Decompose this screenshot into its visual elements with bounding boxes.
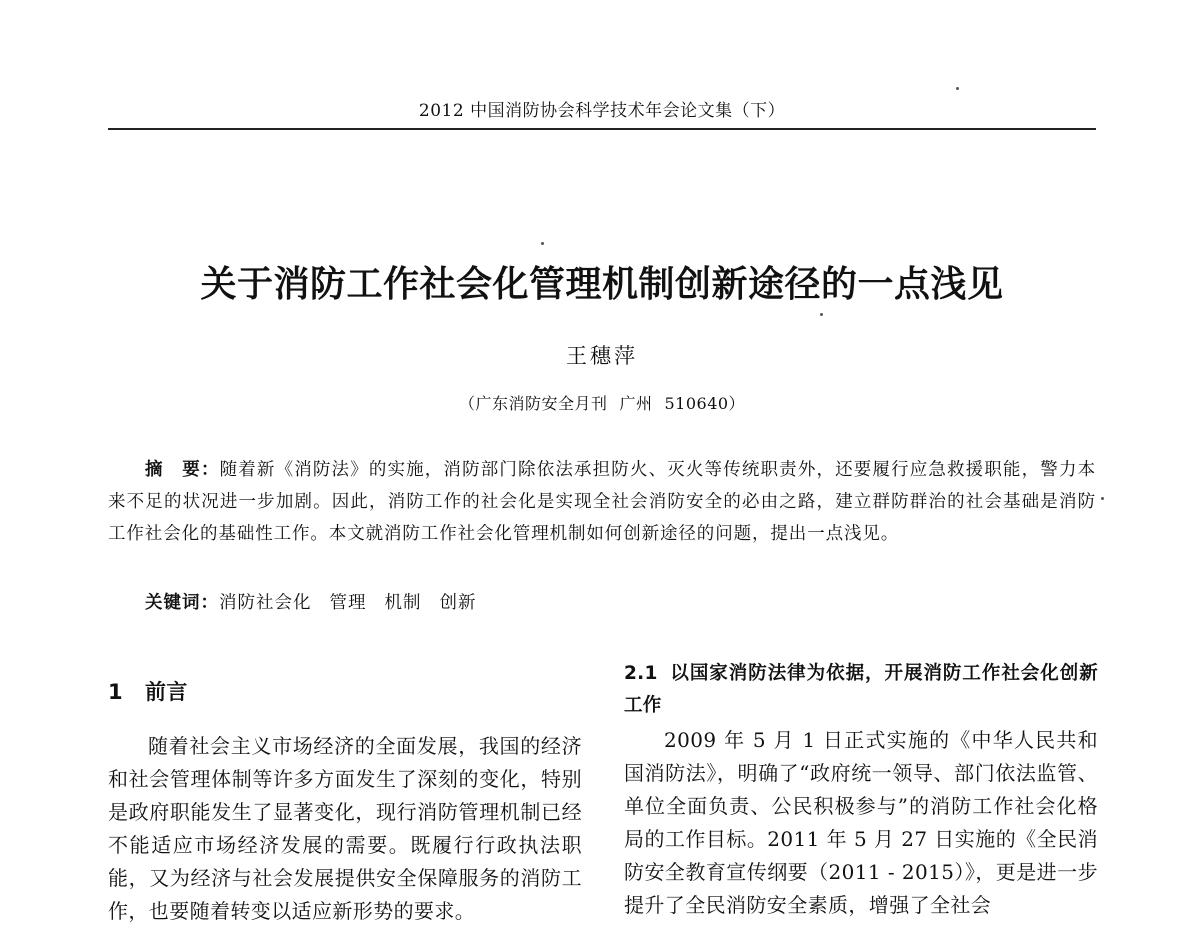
scan-speck: [956, 87, 959, 90]
affiliation-org: （广东消防安全月刊: [458, 394, 608, 413]
affiliation-postcode: 510640）: [664, 394, 746, 413]
section-2-1-title: 以国家消防法律为依据，开展消防工作社会化创新工作: [624, 663, 1098, 716]
keyword-item: 管理: [329, 593, 367, 613]
keyword-item: 机制: [384, 593, 422, 613]
section-1-paragraph: 随着社会主义市场经济的全面发展，我国的经济和社会管理体制等许多方面发生了深刻的变化，特别是政府职能发生了显著变化，现行消防管理机制已经不能适应市场经济发展的需要。既履行行政执法职能，又为经济与社会发展提供安全保障服务的消防工作，也要随着转变以适应新形势的要求。: [108, 734, 582, 923]
running-header: 2012 中国消防协会科学技术年会论文集（下）: [418, 101, 786, 121]
scan-speck: [820, 313, 823, 316]
scan-speck: [1101, 497, 1104, 500]
abstract-label: 摘 要：: [145, 460, 220, 480]
section-2-1-heading: [624, 658, 1098, 722]
keyword-item: 消防社会化: [219, 593, 312, 613]
keywords: [145, 589, 1096, 614]
paper-title: 关于消防工作社会化管理机制创新途径的一点浅见: [200, 263, 1004, 305]
right-column: [624, 658, 1098, 922]
section-1-number: 1: [108, 680, 124, 704]
abstract-text: 随着新《消防法》的实施，消防部门除依法承担防火、灭火等传统职责外，还要履行应急救援职能，警力本来不足的状况进一步加剧。因此，消防工作的社会化是实现全社会消防安全的必由之路，建立群防群治的社会基础是消防工作社会化的基础性工作。本文就消防工作社会化管理机制如何创新途径的问题，提出一点浅见。: [108, 460, 1096, 544]
header-rule: [108, 128, 1096, 130]
section-2-1-number: 2.1: [624, 663, 658, 684]
left-column: [108, 674, 582, 928]
keywords-label: 关键词：: [145, 593, 219, 613]
section-1-title: 前言: [145, 680, 188, 704]
abstract: [108, 454, 1096, 550]
scan-speck: [541, 242, 544, 245]
author-affiliation: [108, 391, 1096, 414]
author-name: 王穗萍: [566, 344, 638, 368]
section-1-heading: [108, 674, 582, 710]
affiliation-city: 广州: [619, 394, 653, 413]
keyword-item: 创新: [439, 593, 477, 613]
section-2-1-paragraph: 2009 年 5 月 1 日正式实施的《中华人民共和国消防法》，明确了“政府统一领导、部门依法监管、单位全面负责、公民积极参与”的消防工作社会化格局的工作目标。2011 年 5 月 27 日实施的《全民消防安全教育宣传纲要（2011 - 2015）》，更是进一步提升了全民消防安全素质，增强了全社会: [624, 728, 1098, 917]
